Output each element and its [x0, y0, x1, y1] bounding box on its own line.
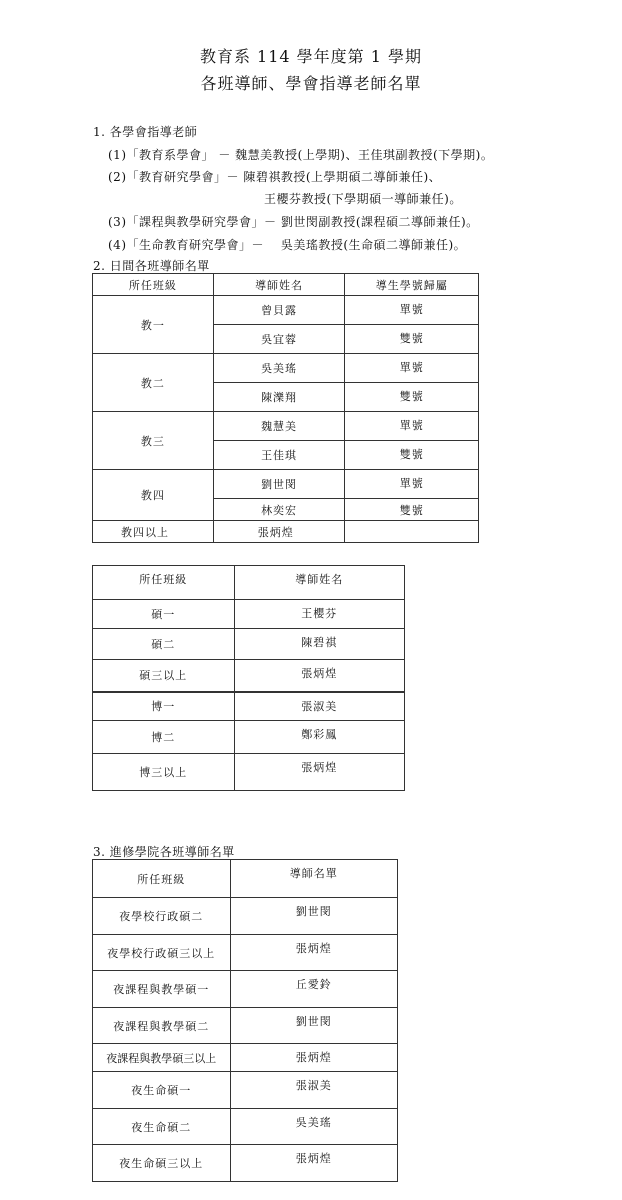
col-header-name: 導師名單 — [230, 860, 397, 898]
col-header-name: 導師姓名 — [213, 274, 345, 296]
advisor-name-cell: 吳美瑤 — [230, 1109, 397, 1145]
class-cell: 教一 — [93, 296, 214, 354]
student-id-cell: 雙號 — [345, 325, 479, 354]
advisor-name-cell: 劉世閔 — [213, 470, 345, 499]
advisor-name-cell: 魏慧美 — [213, 412, 345, 441]
advisor-name-cell: 吳宜蓉 — [213, 325, 345, 354]
class-cell: 碩三以上 — [93, 660, 235, 692]
night-class-advisor-table — [92, 859, 398, 1182]
day-class-advisor-table — [92, 273, 479, 543]
student-id-cell: 單號 — [345, 412, 479, 441]
advisor-item: (1)「教育系學會」 － 魏慧美教授(上學期)、王佳琪副教授(下學期)。 — [108, 148, 494, 162]
advisor-name-cell: 張炳煌 — [213, 521, 345, 543]
col-header-name: 導師姓名 — [234, 566, 404, 600]
advisor-name-cell: 張淑美 — [230, 1072, 397, 1109]
class-cell: 夜課程與教學碩一 — [93, 971, 231, 1008]
class-cell: 夜生命碩一 — [93, 1072, 231, 1109]
class-cell: 教二 — [93, 354, 214, 412]
class-cell: 教四 — [93, 470, 214, 521]
class-cell: 碩二 — [93, 629, 235, 660]
advisor-name-cell: 陳濼翔 — [213, 383, 345, 412]
advisor-name-cell: 劉世閔 — [230, 1008, 397, 1044]
class-cell: 夜學校行政碩三以上 — [93, 935, 231, 971]
class-cell: 教四以上 — [93, 521, 214, 543]
document-title: 教育系 114 學年度第 1 學期 — [199, 47, 423, 66]
section3-heading: 3. 進修學院各班導師名單 — [93, 845, 235, 859]
advisor-item: (4)「生命教育研究學會」－ 吳美瑤教授(生命碩二導師兼任)。 — [108, 238, 467, 252]
class-cell: 教三 — [93, 412, 214, 470]
class-cell: 碩一 — [93, 600, 235, 629]
class-cell: 夜生命碩二 — [93, 1109, 231, 1145]
advisor-name-cell: 鄭彩鳳 — [234, 721, 404, 754]
col-header-class: 所任班級 — [93, 860, 231, 898]
advisor-name-cell: 張炳煌 — [230, 935, 397, 971]
advisor-name-cell: 張炳煌 — [234, 754, 404, 791]
col-header-id: 導生學號歸屬 — [345, 274, 479, 296]
advisor-name-cell: 張淑美 — [234, 692, 404, 721]
advisor-name-cell: 曾貝露 — [213, 296, 345, 325]
student-id-cell: 單號 — [345, 354, 479, 383]
advisor-name-cell: 吳美瑤 — [213, 354, 345, 383]
student-id-cell: 單號 — [345, 296, 479, 325]
class-cell: 博三以上 — [93, 754, 235, 791]
class-cell: 夜生命碩三以上 — [93, 1145, 231, 1182]
student-id-cell — [345, 521, 479, 543]
advisor-name-cell: 劉世閔 — [230, 898, 397, 935]
student-id-cell: 雙號 — [345, 441, 479, 470]
section1-heading: 1. 各學會指導老師 — [93, 125, 198, 139]
advisor-item: (2)「教育研究學會」－ 陳碧祺教授(上學期碩二導師兼任)、 — [108, 170, 442, 184]
advisor-item: (3)「課程與教學研究學會」－ 劉世閔副教授(課程碩二導師兼任)。 — [108, 215, 479, 229]
advisor-name-cell: 張炳煌 — [230, 1044, 397, 1072]
student-id-cell: 雙號 — [345, 499, 479, 521]
advisor-name-cell: 張炳煌 — [230, 1145, 397, 1182]
document-subtitle: 各班導師、學會指導老師名單 — [200, 74, 422, 93]
section2-heading: 2. 日間各班導師名單 — [93, 259, 210, 273]
advisor-name-cell: 林奕宏 — [213, 499, 345, 521]
class-cell: 夜學校行政碩二 — [93, 898, 231, 935]
class-cell: 博二 — [93, 721, 235, 754]
col-header-class: 所任班級 — [93, 566, 235, 600]
advisor-name-cell: 王佳琪 — [213, 441, 345, 470]
advisor-name-cell: 陳碧祺 — [234, 629, 404, 660]
student-id-cell: 單號 — [345, 470, 479, 499]
advisor-name-cell: 張炳煌 — [234, 660, 404, 692]
class-cell: 博一 — [93, 692, 235, 721]
advisor-item: 王櫻芬教授(下學期碩一導師兼任)。 — [264, 192, 462, 206]
advisor-name-cell: 丘愛鈴 — [230, 971, 397, 1008]
advisor-name-cell: 王櫻芬 — [234, 600, 404, 629]
col-header-class: 所任班級 — [93, 274, 214, 296]
grad-class-advisor-table — [92, 565, 405, 791]
student-id-cell: 雙號 — [345, 383, 479, 412]
class-cell: 夜課程與教學碩二 — [93, 1008, 231, 1044]
class-cell: 夜課程與教學碩三以上 — [93, 1044, 231, 1072]
